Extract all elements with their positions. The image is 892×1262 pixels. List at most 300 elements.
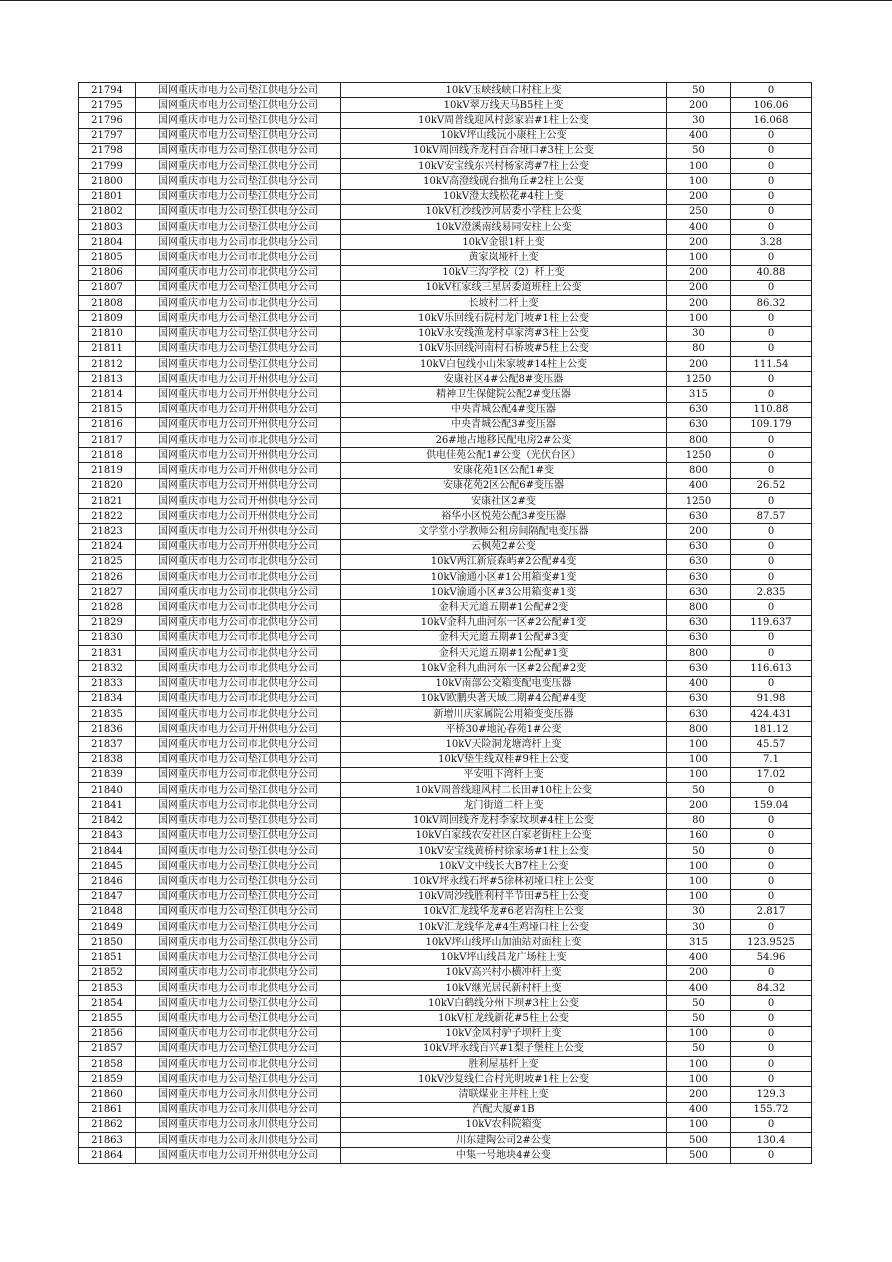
capacity-cell: 630 (667, 570, 731, 585)
company-cell: 国网重庆市电力公司垫江供电分公司 (136, 189, 341, 204)
capacity-cell: 400 (667, 980, 731, 995)
row-id-cell: 21805 (79, 250, 136, 265)
transformer-name-cell: 中央青城公配3#变压器 (341, 417, 667, 432)
company-cell: 国网重庆市电力公司垫江供电分公司 (136, 1072, 341, 1087)
row-id-cell: 21844 (79, 843, 136, 858)
table-row (79, 570, 812, 585)
transformer-name-cell: 金科天元道五期#1公配#2变 (341, 600, 667, 615)
company-cell: 国网重庆市电力公司市北供电分公司 (136, 296, 341, 311)
table-row (79, 1011, 812, 1026)
row-id-cell: 21807 (79, 280, 136, 295)
value-cell: 0 (731, 128, 812, 143)
table-row (79, 128, 812, 143)
row-id-cell: 21862 (79, 1117, 136, 1132)
table-row (79, 1133, 812, 1148)
row-id-cell: 21855 (79, 1011, 136, 1026)
transformer-name-cell: 金科天元道五期#1公配#1变 (341, 646, 667, 661)
value-cell: 45.57 (731, 737, 812, 752)
row-id-cell: 21808 (79, 296, 136, 311)
capacity-cell: 50 (667, 143, 731, 158)
transformer-name-cell: 10kV高澄线砚台拙角丘#2柱上公变 (341, 174, 667, 189)
capacity-cell: 100 (667, 1117, 731, 1132)
capacity-cell: 200 (667, 965, 731, 980)
row-id-cell: 21814 (79, 387, 136, 402)
row-id-cell: 21856 (79, 1026, 136, 1041)
row-id-cell: 21809 (79, 311, 136, 326)
transformer-name-cell: 清联煤业主井柱上变 (341, 1087, 667, 1102)
transformer-name-cell: 10kV安宝线东兴村杨家湾#7柱上公变 (341, 159, 667, 174)
capacity-cell: 400 (667, 219, 731, 234)
company-cell: 国网重庆市电力公司垫江供电分公司 (136, 143, 341, 158)
capacity-cell: 50 (667, 1041, 731, 1056)
company-cell: 国网重庆市电力公司垫江供电分公司 (136, 828, 341, 843)
table-row (79, 417, 812, 432)
value-cell: 0 (731, 630, 812, 645)
table-row (79, 904, 812, 919)
transformer-name-cell: 新增川庆家属院公用箱变变压器 (341, 706, 667, 721)
transformer-name-cell: 金科天元道五期#1公配#3变 (341, 630, 667, 645)
transformer-name-cell: 胜利屋基杆上变 (341, 1057, 667, 1072)
capacity-cell: 200 (667, 189, 731, 204)
transformer-name-cell: 10kV汇龙线华龙#4生鸡垭口柱上公变 (341, 920, 667, 935)
transformer-table (78, 82, 812, 1164)
row-id-cell: 21795 (79, 98, 136, 113)
value-cell: 0 (731, 676, 812, 691)
value-cell: 424.431 (731, 706, 812, 721)
transformer-name-cell: 安康花苑1区公配1#变 (341, 463, 667, 478)
transformer-name-cell: 10kV杠沙线沙河居委小学柱上公变 (341, 204, 667, 219)
company-cell: 国网重庆市电力公司开州供电分公司 (136, 509, 341, 524)
value-cell: 0 (731, 204, 812, 219)
row-id-cell: 21798 (79, 143, 136, 158)
capacity-cell: 500 (667, 1133, 731, 1148)
value-cell: 0 (731, 1057, 812, 1072)
capacity-cell: 800 (667, 600, 731, 615)
company-cell: 国网重庆市电力公司开州供电分公司 (136, 387, 341, 402)
transformer-name-cell: 10kV汇龙线华龙#6老岩沟柱上公变 (341, 904, 667, 919)
capacity-cell: 100 (667, 174, 731, 189)
row-id-cell: 21852 (79, 965, 136, 980)
transformer-name-cell: 10kV乐回线石院村龙门坡#1柱上公变 (341, 311, 667, 326)
capacity-cell: 500 (667, 1148, 731, 1163)
table-row (79, 646, 812, 661)
transformer-name-cell: 10kV高兴村小横冲杆上变 (341, 965, 667, 980)
row-id-cell: 21837 (79, 737, 136, 752)
capacity-cell: 100 (667, 1026, 731, 1041)
transformer-name-cell: 10kV欧鹏央著天域二期#4公配#4变 (341, 691, 667, 706)
capacity-cell: 100 (667, 1057, 731, 1072)
table-row (79, 524, 812, 539)
value-cell: 0 (731, 311, 812, 326)
value-cell: 0 (731, 600, 812, 615)
table-row (79, 1057, 812, 1072)
value-cell: 0 (731, 1011, 812, 1026)
table-row (79, 159, 812, 174)
table-row (79, 798, 812, 813)
table-row (79, 448, 812, 463)
company-cell: 国网重庆市电力公司垫江供电分公司 (136, 341, 341, 356)
company-cell: 国网重庆市电力公司永川供电分公司 (136, 1117, 341, 1132)
capacity-cell: 315 (667, 935, 731, 950)
value-cell: 0 (731, 539, 812, 554)
table-row (79, 950, 812, 965)
value-cell: 0 (731, 996, 812, 1011)
company-cell: 国网重庆市电力公司开州供电分公司 (136, 524, 341, 539)
capacity-cell: 100 (667, 859, 731, 874)
transformer-name-cell: 长坡村二杆上变 (341, 296, 667, 311)
company-cell: 国网重庆市电力公司开州供电分公司 (136, 722, 341, 737)
transformer-name-cell: 10kV安宝线黄桥村徐家场#1柱上公变 (341, 843, 667, 858)
capacity-cell: 630 (667, 402, 731, 417)
capacity-cell: 630 (667, 554, 731, 569)
row-id-cell: 21819 (79, 463, 136, 478)
row-id-cell: 21815 (79, 402, 136, 417)
capacity-cell: 630 (667, 585, 731, 600)
transformer-name-cell: 10kV白包线小山朱家坡#14柱上公变 (341, 356, 667, 371)
company-cell: 国网重庆市电力公司垫江供电分公司 (136, 950, 341, 965)
transformer-name-cell: 10kV杠家线三星居委道班柱上公变 (341, 280, 667, 295)
row-id-cell: 21858 (79, 1057, 136, 1072)
value-cell: 181.12 (731, 722, 812, 737)
transformer-name-cell: 中央青城公配4#变压器 (341, 402, 667, 417)
row-id-cell: 21820 (79, 478, 136, 493)
company-cell: 国网重庆市电力公司垫江供电分公司 (136, 356, 341, 371)
table-row (79, 706, 812, 721)
row-id-cell: 21826 (79, 570, 136, 585)
transformer-name-cell: 10kV坪山线昌龙广场柱上变 (341, 950, 667, 965)
capacity-cell: 630 (667, 706, 731, 721)
row-id-cell: 21797 (79, 128, 136, 143)
value-cell: 159.04 (731, 798, 812, 813)
transformer-name-cell: 川东建陶公司2#公变 (341, 1133, 667, 1148)
value-cell: 0 (731, 1148, 812, 1163)
table-row (79, 615, 812, 630)
value-cell: 0 (731, 1041, 812, 1056)
transformer-name-cell: 云枫苑2#公变 (341, 539, 667, 554)
table-row (79, 1148, 812, 1163)
value-cell: 17.02 (731, 767, 812, 782)
table-row (79, 265, 812, 280)
row-id-cell: 21857 (79, 1041, 136, 1056)
table-row (79, 630, 812, 645)
value-cell: 26.52 (731, 478, 812, 493)
company-cell: 国网重庆市电力公司市北供电分公司 (136, 250, 341, 265)
table-row (79, 174, 812, 189)
company-cell: 国网重庆市电力公司市北供电分公司 (136, 630, 341, 645)
company-cell: 国网重庆市电力公司垫江供电分公司 (136, 920, 341, 935)
value-cell: 119.637 (731, 615, 812, 630)
capacity-cell: 100 (667, 767, 731, 782)
company-cell: 国网重庆市电力公司垫江供电分公司 (136, 783, 341, 798)
value-cell: 0 (731, 554, 812, 569)
company-cell: 国网重庆市电力公司永川供电分公司 (136, 1087, 341, 1102)
table-row (79, 965, 812, 980)
table-row (79, 493, 812, 508)
table-row (79, 356, 812, 371)
capacity-cell: 630 (667, 615, 731, 630)
value-cell: 0 (731, 143, 812, 158)
row-id-cell: 21842 (79, 813, 136, 828)
row-id-cell: 21850 (79, 935, 136, 950)
row-id-cell: 21835 (79, 706, 136, 721)
table-row (79, 585, 812, 600)
capacity-cell: 200 (667, 235, 731, 250)
transformer-name-cell: 10kV周回线齐龙村百合垭口#3柱上公变 (341, 143, 667, 158)
table-body (79, 83, 812, 1164)
company-cell: 国网重庆市电力公司垫江供电分公司 (136, 98, 341, 113)
capacity-cell: 400 (667, 128, 731, 143)
transformer-name-cell: 10kV澄太线松花#4柱上变 (341, 189, 667, 204)
table-row (79, 296, 812, 311)
row-id-cell: 21816 (79, 417, 136, 432)
transformer-name-cell: 10kV周普线迎风村二长田#10柱上公变 (341, 783, 667, 798)
company-cell: 国网重庆市电力公司开州供电分公司 (136, 463, 341, 478)
value-cell: 0 (731, 219, 812, 234)
row-id-cell: 21818 (79, 448, 136, 463)
company-cell: 国网重庆市电力公司垫江供电分公司 (136, 311, 341, 326)
company-cell: 国网重庆市电力公司垫江供电分公司 (136, 128, 341, 143)
company-cell: 国网重庆市电力公司永川供电分公司 (136, 1133, 341, 1148)
value-cell: 155.72 (731, 1102, 812, 1117)
value-cell: 0 (731, 174, 812, 189)
row-id-cell: 21799 (79, 159, 136, 174)
company-cell: 国网重庆市电力公司市北供电分公司 (136, 554, 341, 569)
value-cell: 3.28 (731, 235, 812, 250)
row-id-cell: 21851 (79, 950, 136, 965)
value-cell: 0 (731, 965, 812, 980)
table-row (79, 691, 812, 706)
capacity-cell: 200 (667, 280, 731, 295)
row-id-cell: 21800 (79, 174, 136, 189)
table-row (79, 1026, 812, 1041)
value-cell: 0 (731, 189, 812, 204)
transformer-name-cell: 安康花苑2区公配6#变压器 (341, 478, 667, 493)
transformer-name-cell: 汽配大厦#1B (341, 1102, 667, 1117)
capacity-cell: 80 (667, 341, 731, 356)
capacity-cell: 200 (667, 296, 731, 311)
capacity-cell: 100 (667, 1072, 731, 1087)
row-id-cell: 21823 (79, 524, 136, 539)
capacity-cell: 630 (667, 661, 731, 676)
table-row (79, 433, 812, 448)
table-row (79, 219, 812, 234)
value-cell: 0 (731, 83, 812, 98)
company-cell: 国网重庆市电力公司垫江供电分公司 (136, 159, 341, 174)
company-cell: 国网重庆市电力公司市北供电分公司 (136, 1026, 341, 1041)
company-cell: 国网重庆市电力公司开州供电分公司 (136, 402, 341, 417)
row-id-cell: 21810 (79, 326, 136, 341)
row-id-cell: 21796 (79, 113, 136, 128)
transformer-name-cell: 10kV澄溪南线易同安柱上公变 (341, 219, 667, 234)
capacity-cell: 630 (667, 691, 731, 706)
row-id-cell: 21827 (79, 585, 136, 600)
capacity-cell: 200 (667, 524, 731, 539)
company-cell: 国网重庆市电力公司市北供电分公司 (136, 767, 341, 782)
row-id-cell: 21806 (79, 265, 136, 280)
company-cell: 国网重庆市电力公司垫江供电分公司 (136, 859, 341, 874)
value-cell: 116.613 (731, 661, 812, 676)
capacity-cell: 100 (667, 889, 731, 904)
transformer-name-cell: 10kV乐回线河南村石桥坡#5柱上公变 (341, 341, 667, 356)
transformer-name-cell: 精神卫生保健院公配2#变压器 (341, 387, 667, 402)
capacity-cell: 630 (667, 509, 731, 524)
company-cell: 国网重庆市电力公司开州供电分公司 (136, 448, 341, 463)
company-cell: 国网重庆市电力公司市北供电分公司 (136, 600, 341, 615)
transformer-name-cell: 文学堂小学教师公租房间隔配电变压器 (341, 524, 667, 539)
transformer-name-cell: 裕华小区悦苑公配3#变压器 (341, 509, 667, 524)
value-cell: 84.32 (731, 980, 812, 995)
row-id-cell: 21860 (79, 1087, 136, 1102)
company-cell: 国网重庆市电力公司市北供电分公司 (136, 737, 341, 752)
value-cell: 111.54 (731, 356, 812, 371)
table-row (79, 143, 812, 158)
company-cell: 国网重庆市电力公司市北供电分公司 (136, 980, 341, 995)
row-id-cell: 21848 (79, 904, 136, 919)
capacity-cell: 400 (667, 1102, 731, 1117)
company-cell: 国网重庆市电力公司垫江供电分公司 (136, 280, 341, 295)
table-row (79, 722, 812, 737)
table-row (79, 935, 812, 950)
company-cell: 国网重庆市电力公司开州供电分公司 (136, 478, 341, 493)
transformer-name-cell: 安康社区2#变 (341, 493, 667, 508)
transformer-name-cell: 10kV杠龙线新花#5柱上公变 (341, 1011, 667, 1026)
capacity-cell: 50 (667, 996, 731, 1011)
company-cell: 国网重庆市电力公司垫江供电分公司 (136, 219, 341, 234)
capacity-cell: 100 (667, 737, 731, 752)
capacity-cell: 200 (667, 798, 731, 813)
value-cell: 86.32 (731, 296, 812, 311)
capacity-cell: 100 (667, 874, 731, 889)
company-cell: 国网重庆市电力公司垫江供电分公司 (136, 843, 341, 858)
company-cell: 国网重庆市电力公司垫江供电分公司 (136, 813, 341, 828)
table-row (79, 783, 812, 798)
table-row (79, 113, 812, 128)
value-cell: 0 (731, 570, 812, 585)
transformer-name-cell: 10kV坪永线石坪#5徐林初垭口柱上公变 (341, 874, 667, 889)
company-cell: 国网重庆市电力公司市北供电分公司 (136, 691, 341, 706)
company-cell: 国网重庆市电力公司市北供电分公司 (136, 265, 341, 280)
row-id-cell: 21822 (79, 509, 136, 524)
row-id-cell: 21829 (79, 615, 136, 630)
table-row (79, 478, 812, 493)
capacity-cell: 100 (667, 159, 731, 174)
transformer-name-cell: 平桥30#地沁春苑1#公变 (341, 722, 667, 737)
company-cell: 国网重庆市电力公司市北供电分公司 (136, 706, 341, 721)
value-cell: 7.1 (731, 752, 812, 767)
value-cell: 40.88 (731, 265, 812, 280)
transformer-name-cell: 中集一号地块4#公变 (341, 1148, 667, 1163)
capacity-cell: 315 (667, 387, 731, 402)
row-id-cell: 21839 (79, 767, 136, 782)
transformer-name-cell: 10kV周回线齐龙村李家坟坝#4柱上公变 (341, 813, 667, 828)
company-cell: 国网重庆市电力公司市北供电分公司 (136, 798, 341, 813)
capacity-cell: 30 (667, 326, 731, 341)
capacity-cell: 160 (667, 828, 731, 843)
table-row (79, 372, 812, 387)
transformer-name-cell: 10kV农科院箱变 (341, 1117, 667, 1132)
value-cell: 106.06 (731, 98, 812, 113)
value-cell: 130.4 (731, 1133, 812, 1148)
transformer-name-cell: 10kV坪山线坪山加油站对面柱上变 (341, 935, 667, 950)
row-id-cell: 21859 (79, 1072, 136, 1087)
capacity-cell: 50 (667, 843, 731, 858)
row-id-cell: 21841 (79, 798, 136, 813)
transformer-name-cell: 平安咀下湾杆上变 (341, 767, 667, 782)
capacity-cell: 630 (667, 417, 731, 432)
transformer-name-cell: 10kV渝通小区#3公用箱变#1变 (341, 585, 667, 600)
transformer-name-cell: 供电佳苑公配1#公变（光伏台区） (341, 448, 667, 463)
row-id-cell: 21824 (79, 539, 136, 554)
value-cell: 109.179 (731, 417, 812, 432)
row-id-cell: 21836 (79, 722, 136, 737)
capacity-cell: 400 (667, 478, 731, 493)
capacity-cell: 30 (667, 113, 731, 128)
transformer-name-cell: 10kV文中线长大B7柱上公变 (341, 859, 667, 874)
value-cell: 0 (731, 159, 812, 174)
value-cell: 0 (731, 1026, 812, 1041)
table-row (79, 83, 812, 98)
capacity-cell: 200 (667, 265, 731, 280)
capacity-cell: 400 (667, 950, 731, 965)
capacity-cell: 800 (667, 646, 731, 661)
value-cell: 0 (731, 828, 812, 843)
row-id-cell: 21853 (79, 980, 136, 995)
transformer-name-cell: 10kV金科九曲河东一区#2公配#1变 (341, 615, 667, 630)
capacity-cell: 100 (667, 250, 731, 265)
transformer-name-cell: 10kV玉峡线峡口村柱上变 (341, 83, 667, 98)
table-row (79, 554, 812, 569)
transformer-name-cell: 10kV白家线农安社区白家老街柱上公变 (341, 828, 667, 843)
transformer-name-cell: 10kV沙复线仁合村光明坡#1柱上公变 (341, 1072, 667, 1087)
transformer-name-cell: 10kV两江新宸森屿#2公配#4变 (341, 554, 667, 569)
page-top-rule (0, 0, 892, 1)
value-cell: 0 (731, 889, 812, 904)
value-cell: 0 (731, 448, 812, 463)
company-cell: 国网重庆市电力公司垫江供电分公司 (136, 1041, 341, 1056)
table-row (79, 1117, 812, 1132)
transformer-name-cell: 10kV周普线迎风村彭家岩#1柱上公变 (341, 113, 667, 128)
row-id-cell: 21832 (79, 661, 136, 676)
row-id-cell: 21831 (79, 646, 136, 661)
company-cell: 国网重庆市电力公司垫江供电分公司 (136, 204, 341, 219)
company-cell: 国网重庆市电力公司市北供电分公司 (136, 235, 341, 250)
transformer-name-cell: 10kV南部公交箱变配电变压器 (341, 676, 667, 691)
table-row (79, 1072, 812, 1087)
table-row (79, 813, 812, 828)
value-cell: 2.835 (731, 585, 812, 600)
row-id-cell: 21830 (79, 630, 136, 645)
table-row (79, 980, 812, 995)
value-cell: 54.96 (731, 950, 812, 965)
transformer-name-cell: 10kV白鹤线分州下坝#3柱上公变 (341, 996, 667, 1011)
value-cell: 0 (731, 920, 812, 935)
table-row (79, 463, 812, 478)
company-cell: 国网重庆市电力公司垫江供电分公司 (136, 996, 341, 1011)
table-row (79, 98, 812, 113)
value-cell: 0 (731, 843, 812, 858)
company-cell: 国网重庆市电力公司垫江供电分公司 (136, 874, 341, 889)
value-cell: 2.817 (731, 904, 812, 919)
capacity-cell: 80 (667, 813, 731, 828)
company-cell: 国网重庆市电力公司垫江供电分公司 (136, 174, 341, 189)
row-id-cell: 21864 (79, 1148, 136, 1163)
table-row (79, 1041, 812, 1056)
company-cell: 国网重庆市电力公司垫江供电分公司 (136, 889, 341, 904)
capacity-cell: 50 (667, 783, 731, 798)
capacity-cell: 200 (667, 356, 731, 371)
transformer-name-cell: 10kV三沟学校（2）杆上变 (341, 265, 667, 280)
capacity-cell: 800 (667, 722, 731, 737)
